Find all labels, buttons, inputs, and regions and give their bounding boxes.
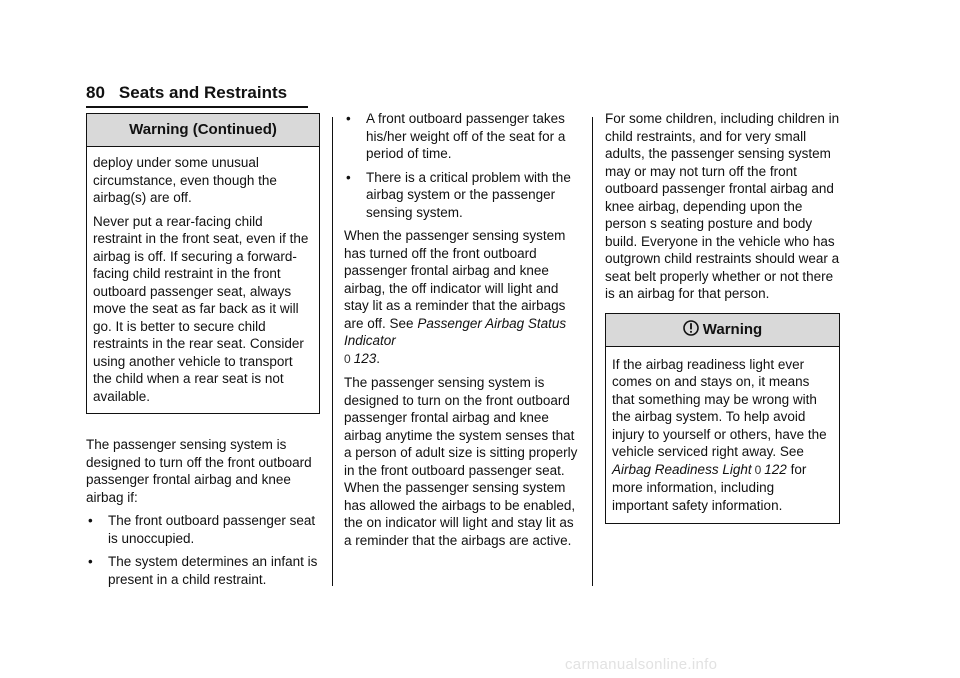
airbag-readiness-light-link[interactable]: Airbag Readiness Light [612,461,752,477]
page-ref-number[interactable]: 122 [764,461,787,477]
watermark: carmanualsonline.info [565,656,718,673]
warning-paragraph-1: deploy under some unusual circumstance, even though the airbag(s) are off. [93,155,277,205]
children-paragraph: For some children, including children in child restraints, and for very small adults, the passenger sensing system may or may not turn off the front outboard passenger frontal airbag and knee airbag, depending upon the person s seating posture and body build. Everyone in the vehicle who has outgrown child restraints should wear a seat belt properly whether or not there is an airbag for that person. [605,111,840,301]
list-item [86,553,320,588]
column-1 [86,113,320,594]
bullet-icon: • [346,111,351,126]
list-item-text: A front outboard passenger takes his/her weight off of the seat for a period of time. [366,111,566,161]
page-ref-icon: 0 [754,462,762,477]
sensing-intro-paragraph: The passenger sensing system is designed to turn off the front outboard passenger frontal airbag and knee airbag if: [86,437,312,505]
warning-box [605,313,840,525]
caution-icon [683,320,699,336]
off-indicator-paragraph [344,227,580,368]
column-3 [605,110,840,524]
page-ref-number[interactable]: 123 [353,350,377,366]
list-item-text: The front outboard passenger seat is unoccupied. [108,513,316,546]
warning-paragraph [612,356,833,515]
warning-box-continued [86,113,320,414]
passenger-airbag-status-link[interactable]: Passenger Airbag Status Indicator [344,315,567,348]
warning-text: If the airbag readiness light ever comes on and stays on, it means that something may be wrong with the airbag system. To help avoid injury to yourself or others, have the vehicle serviced right away. See [612,356,827,459]
column-divider-2 [592,117,593,586]
warning-box-title: Warning (Continued) [87,114,319,147]
page-ref-icon: 0 [344,351,351,366]
warning-box-header [606,314,839,347]
sentence-end: . [376,350,380,366]
warning-paragraph-2: Never put a rear-facing child restraint in the front seat, even if the airbag is off. If securing a forward-facing child restraint in the front outboard passenger seat, always move the seat as far back as it will go. It is better to secure child restraints in the rear seat. Consider using another vehicle to transport the child when a rear seat is not available. [93,213,309,404]
bullet-icon: • [88,554,93,569]
list-item-text: The system determines an infant is present in a child restraint. [108,554,318,587]
warning-text-end: for more information, including important safety information. [612,461,807,513]
bullet-icon: • [346,169,351,185]
warning-box-body [87,147,319,413]
column-2 [344,110,580,555]
column-divider-1 [332,117,333,586]
list-item [344,110,580,163]
list-item [86,512,320,547]
warning-box-title: Warning [702,320,763,338]
list-item [344,169,580,222]
page-header [86,83,308,108]
on-indicator-paragraph: The passenger sensing system is designed to turn on the front outboard passenger frontal airbag and knee airbag anytime the system senses that a person of adult size is sitting properly in the front outboard passenger seat. When the passenger sensing system has allowed the airbags to be enabled, the on indicator will light and stay lit as a reminder that the airbags are active. [344,375,578,548]
section-title: Seats and Restraints [118,83,288,102]
page-number: 80 [86,83,105,102]
off-indicator-text: When the passenger sensing system has turned off the front outboard passenger frontal airbag and knee airbag, the off indicator will light and stay lit as a reminder that the airbags are off. See [344,228,566,331]
bullet-icon: • [88,513,93,528]
warning-box-body [606,347,839,524]
list-item-text: There is a critical problem with the airbag system or the passenger sensing system. [366,169,571,220]
